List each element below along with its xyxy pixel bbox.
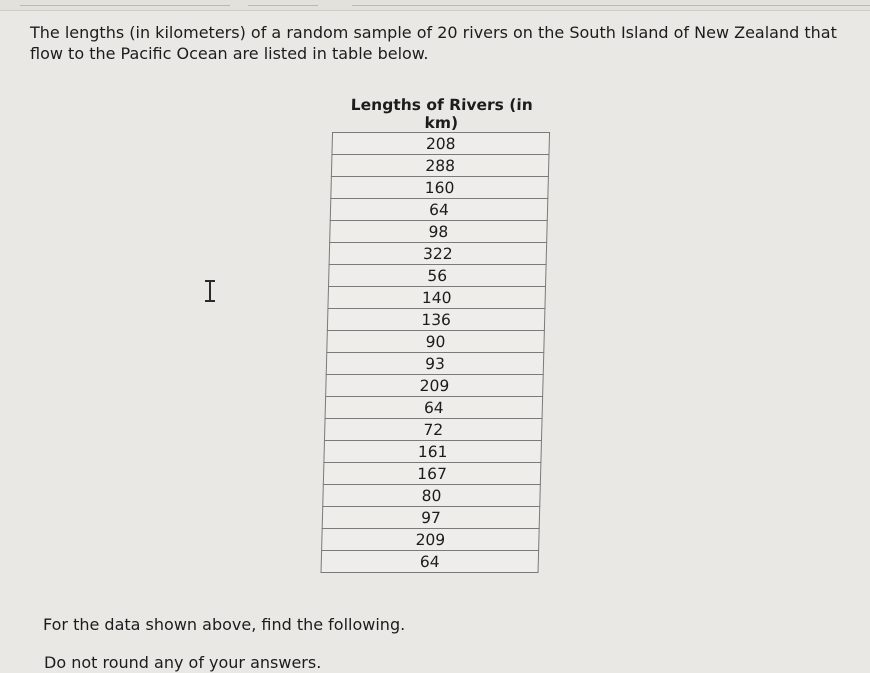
table-cell: 136: [327, 309, 545, 331]
table-cell: 64: [321, 551, 539, 573]
table-row: [326, 353, 544, 375]
table-row: [328, 287, 546, 309]
table-row: [329, 265, 547, 287]
table-row: [330, 221, 548, 243]
table-cell: 64: [330, 199, 548, 221]
instruction-text: For the data shown above, find the following.: [43, 615, 406, 634]
top-strip: [0, 0, 870, 11]
table-row: [324, 441, 542, 463]
table-cell: 160: [331, 177, 549, 199]
table-row: [327, 331, 545, 353]
table-cell: 80: [323, 485, 541, 507]
table-cell: 209: [326, 375, 544, 397]
top-strip-tab: [20, 0, 230, 6]
top-strip-tab: [248, 0, 318, 6]
table-row: [322, 529, 540, 551]
table-cell: 56: [329, 265, 547, 287]
table-cell: 64: [325, 397, 543, 419]
table-row: [324, 419, 542, 441]
table-cell: 161: [324, 441, 542, 463]
table-cell: 167: [323, 463, 541, 485]
table-row: [330, 199, 548, 221]
table-row: [326, 375, 544, 397]
problem-statement: The lengths (in kilometers) of a random sample of 20 rivers on the South Island of New Zealand that flow to the Pacific Ocean are listed in table below.: [30, 23, 837, 63]
table-cell: 72: [324, 419, 542, 441]
table-row: [323, 485, 541, 507]
table-cell: 209: [322, 529, 540, 551]
table-cell: 208: [332, 133, 550, 155]
table-row: [329, 243, 547, 265]
table-row: [322, 507, 540, 529]
table-row: [323, 463, 541, 485]
table-cell: 97: [322, 507, 540, 529]
table-cell: 90: [327, 331, 545, 353]
text-cursor-icon: [202, 279, 218, 303]
table-cell: 322: [329, 243, 547, 265]
river-lengths-table: [321, 96, 551, 573]
rounding-note: Do not round any of your answers.: [44, 653, 322, 672]
table-cell: 140: [328, 287, 546, 309]
table-cell: 93: [326, 353, 544, 375]
river-lengths-table-container: [333, 96, 561, 573]
table-header-row: [333, 96, 551, 133]
table-cell: 98: [330, 221, 548, 243]
table-row: [327, 309, 545, 331]
table-cell: 288: [331, 155, 549, 177]
top-strip-tab: [352, 0, 870, 6]
table-row: [321, 551, 539, 573]
table-row: [332, 133, 550, 155]
table-row: [325, 397, 543, 419]
table-header: Lengths of Rivers (in km): [350, 96, 533, 132]
table-row: [331, 155, 549, 177]
table-row: [331, 177, 549, 199]
